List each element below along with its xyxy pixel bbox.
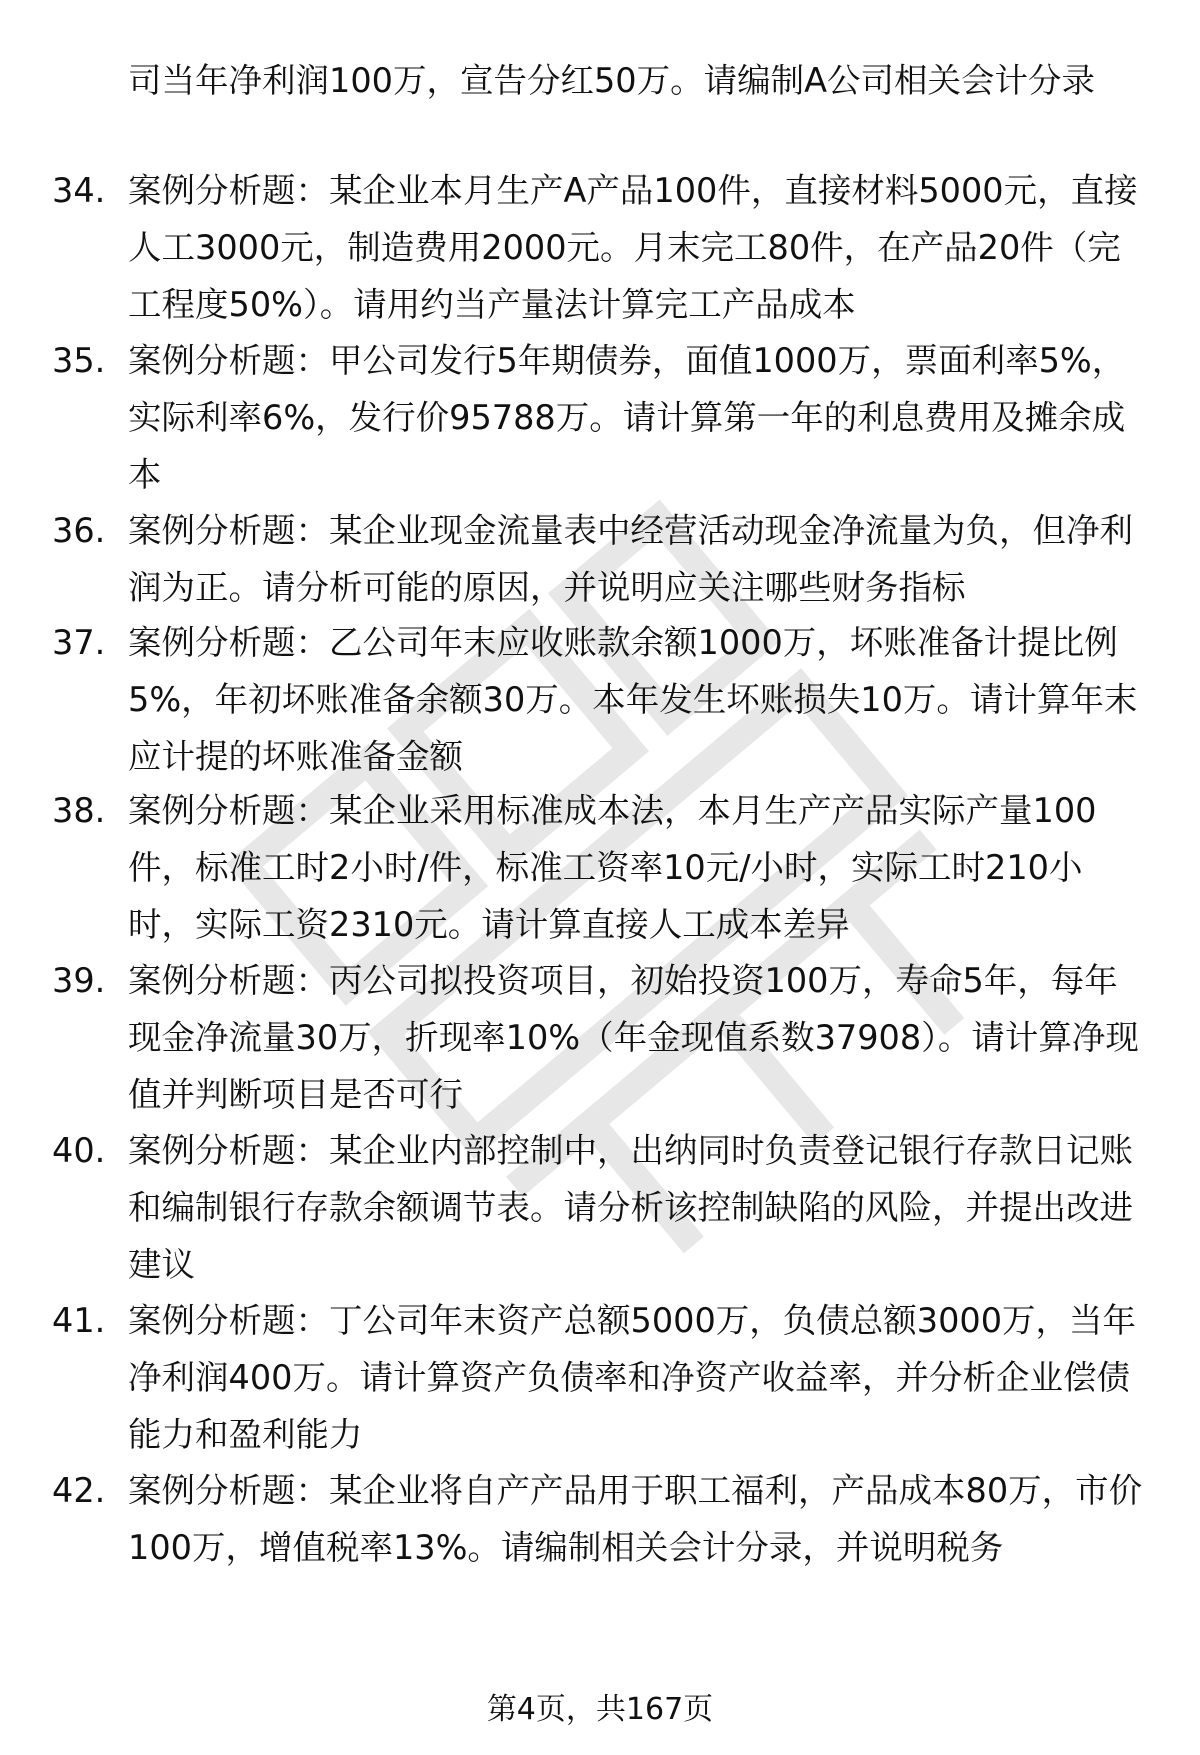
- question-number: 36.: [52, 511, 106, 550]
- question-text: 案例分析题：丁公司年末资产总额5000万，负债总额3000万，当年净利润400万。请计算资产负债率和净资产收益率，并分析企业偿债能力和盈利能力: [128, 1301, 1137, 1454]
- continued-question-text: 司当年净利润100万，宣告分红50万。请编制A公司相关会计分录: [128, 61, 1095, 100]
- question-text: 案例分析题：甲公司发行5年期债券，面值1000万，票面利率5%，实际利率6%，发行价95788万。请计算第一年的利息费用及摊余成本: [128, 341, 1126, 494]
- question-number: 42.: [52, 1471, 106, 1510]
- question-number: 38.: [52, 791, 106, 830]
- question-36: [52, 502, 1152, 616]
- question-text: 案例分析题：某企业将自产产品用于职工福利，产品成本80万，市价100万，增值税率13%。请编制相关会计分录，并说明税务: [128, 1471, 1143, 1567]
- question-text: 案例分析题：某企业内部控制中，出纳同时负责登记银行存款日记账和编制银行存款余额调节表。请分析该控制缺陷的风险，并提出改进建议: [128, 1131, 1133, 1284]
- question-text: 案例分析题：乙公司年末应收账款余额1000万，坏账准备计提比例5%，年初坏账准备余额30万。本年发生坏账损失10万。请计算年末应计提的坏账准备金额: [128, 623, 1138, 776]
- question-35: [52, 332, 1152, 503]
- question-text: 案例分析题：某企业本月生产A产品100件，直接材料5000元，直接人工3000元，制造费用2000元。月末完工80件，在产品20件（完工程度50%）。请用约当产量法计算完工产品成本: [128, 171, 1138, 324]
- question-34: [52, 162, 1152, 333]
- question-text: 案例分析题：丙公司拟投资项目，初始投资100万，寿命5年，每年现金净流量30万，折现率10%（年金现值系数37908）。请计算净现值并判断项目是否可行: [128, 961, 1139, 1114]
- question-41: [52, 1292, 1152, 1463]
- question-38: [52, 782, 1152, 953]
- question-number: 37.: [52, 623, 106, 662]
- question-37: [52, 614, 1152, 785]
- question-number: 41.: [52, 1301, 106, 1340]
- question-number: 34.: [52, 171, 106, 210]
- question-number: 40.: [52, 1131, 106, 1170]
- question-text: 案例分析题：某企业现金流量表中经营活动现金净流量为负，但净利润为正。请分析可能的原因，并说明应关注哪些财务指标: [128, 511, 1133, 607]
- page-footer: 第4页，共167页: [486, 1692, 714, 1727]
- question-number: 35.: [52, 341, 106, 380]
- question-39: [52, 952, 1152, 1123]
- question-text: 案例分析题：某企业采用标准成本法，本月生产产品实际产量100件，标准工时2小时/件，标准工资率10元/小时，实际工时210小时，实际工资2310元。请计算直接人工成本差异: [128, 791, 1097, 944]
- question-number: 39.: [52, 961, 106, 1000]
- question-40: [52, 1122, 1152, 1293]
- question-42: [52, 1462, 1152, 1576]
